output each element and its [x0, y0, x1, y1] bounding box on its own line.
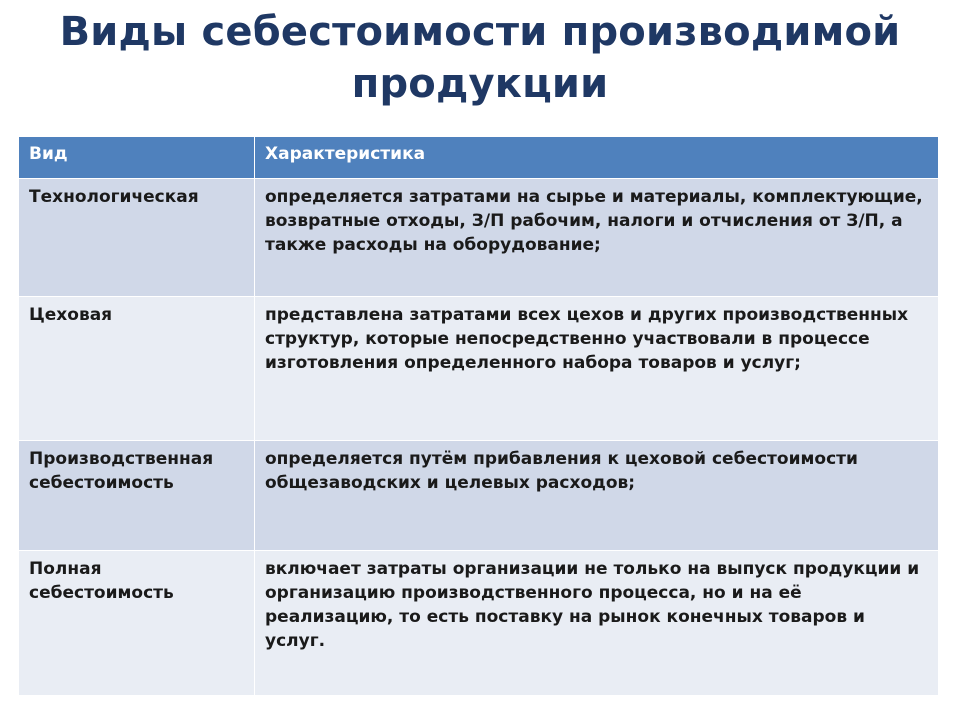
- header-kind: Вид: [19, 137, 255, 179]
- slide-title: [0, 6, 960, 110]
- row-description: определяется затратами на сырье и материалы, комплектующие, возвратные отходы, З/П рабочим, налоги и отчисления от З/П, а также расходы на оборудование;: [255, 179, 939, 297]
- slide-title-line1: Виды себестоимости производимой: [59, 9, 901, 55]
- row-kind: Полная себестоимость: [19, 551, 255, 696]
- header-characteristic: Характеристика: [255, 137, 939, 179]
- table-row: [19, 551, 939, 696]
- row-description: представлена затратами всех цехов и других производственных структур, которые непосредственно участвовали в процессе изготовления определенного набора товаров и услуг;: [255, 297, 939, 441]
- row-description: включает затраты организации не только на выпуск продукции и организацию производственного процесса, но и на её реализацию, то есть поставку на рынок конечных товаров и услуг.: [255, 551, 939, 696]
- table-row: [19, 179, 939, 297]
- cost-types-table: [18, 136, 939, 696]
- row-description: определяется путём прибавления к цеховой себестоимости общезаводских и целевых расходов;: [255, 441, 939, 551]
- table-row: [19, 441, 939, 551]
- table-header-row: [19, 137, 939, 179]
- table-row: [19, 297, 939, 441]
- slide-title-line2: продукции: [351, 61, 609, 107]
- row-kind: Цеховая: [19, 297, 255, 441]
- row-kind: Технологическая: [19, 179, 255, 297]
- row-kind: Производственная себестоимость: [19, 441, 255, 551]
